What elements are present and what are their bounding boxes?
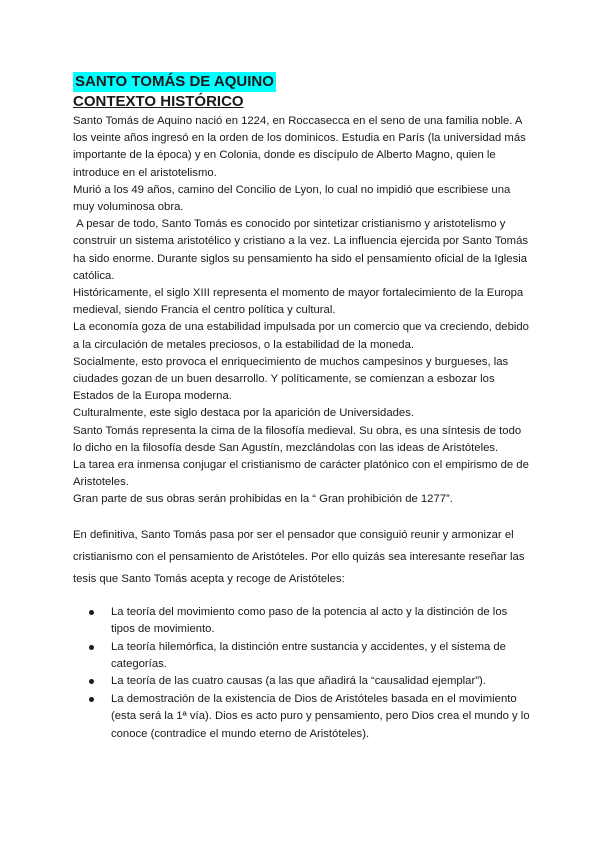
thesis-list [73, 604, 533, 743]
paragraph: Históricamente, el siglo XIII representa el momento de mayor fortalecimiento de la Europa medieval, siendo Francia el centro política y cultural. [73, 287, 524, 317]
list-item-text: La demostración de la existencia de Dios de Aristóteles basada en el movimiento (esta será la 1ª vía). Dios es acto puro y pensamiento, pero Dios crea el mundo y lo conoce (contradice el mundo eterno de Aristóteles). [111, 693, 530, 740]
subtitle-wrap [73, 92, 533, 113]
list-item-text: La teoría de las cuatro causas (a las que añadirá la “causalidad ejemplar”). [111, 675, 486, 688]
list-item-text: La teoría del movimiento como paso de la potencia al acto y la distinción de los tipos de movimiento. [111, 605, 508, 635]
paragraph: Socialmente, esto provoca el enriquecimiento de muchos campesinos y burgueses, las ciudades gozan de un buen desarrollo. Y políticamente, se comienzan a esbozar los Estados de la Europa moderna. [73, 355, 509, 403]
document-content [73, 72, 533, 743]
list-item [73, 639, 533, 673]
bullet-icon [89, 679, 94, 684]
paragraph: Culturalmente, este siglo destaca por la aparición de Universidades. [73, 407, 414, 420]
list-item [73, 673, 533, 690]
paragraph: La economía goza de una estabilidad impulsada por un comercio que va creciendo, debido a la circulación de metales preciosos, o la estabilidad de la moneda. [73, 321, 529, 351]
list-item [73, 691, 533, 743]
paragraph: Santo Tomás de Aquino nació en 1224, en Roccasecca en el seno de una familia noble. A los veinte años ingresó en la orden de los dominicos. Estudia en París (la universidad más importante de la época) y en Colonia, donde es discípulo de Alberto Magno, quien le introduce en el aristotelismo. [73, 115, 526, 179]
list-item [73, 604, 533, 638]
bullet-icon [89, 610, 94, 615]
bullet-icon [89, 697, 94, 702]
section-heading: CONTEXTO HISTÓRICO [73, 93, 244, 110]
list-item-text: La teoría hilemórfica, la distinción entre sustancia y accidentes, y el sistema de categorías. [111, 640, 506, 670]
bullet-icon [89, 645, 94, 650]
paragraph: Murió a los 49 años, camino del Concilio de Lyon, lo cual no impidió que escribiese una muy voluminosa obra. [73, 183, 511, 214]
paragraph: Gran parte de sus obras serán prohibidas en la “ Gran prohibición de 1277”. [73, 493, 453, 506]
body-paragraphs [73, 113, 533, 509]
conclusion-paragraph: En definitiva, Santo Tomás pasa por ser el pensador que consiguió reunir y armonizar el cristianismo con el pensamiento de Aristóteles. Por ello quizás sea interesante reseñar las tesis que Santo Tomás acepta y recoge de Aristóteles: [73, 528, 525, 585]
paragraph: La tarea era inmensa conjugar el cristianismo de carácter platónico con el empirismo de de Aristoteles. [73, 459, 529, 489]
paragraph: A pesar de todo, Santo Tomás es conocido por sintetizar cristianismo y aristotelismo y construir un sistema aristotélico y cristiano a la vez. La influencia ejercida por Santo Tomás ha sido enorme. Durante siglos su pensamiento ha sido el pensamiento oficial de la Iglesia católica. [73, 218, 532, 282]
paragraph: Santo Tomás representa la cima de la filosofía medieval. Su obra, es una síntesis de todo lo dicho en la filosofía desde San Agustín, mezclándolas con las ideas de Aristóteles. [73, 424, 522, 454]
document-title: SANTO TOMÁS DE AQUINO [75, 73, 274, 90]
title-wrap [73, 72, 533, 92]
